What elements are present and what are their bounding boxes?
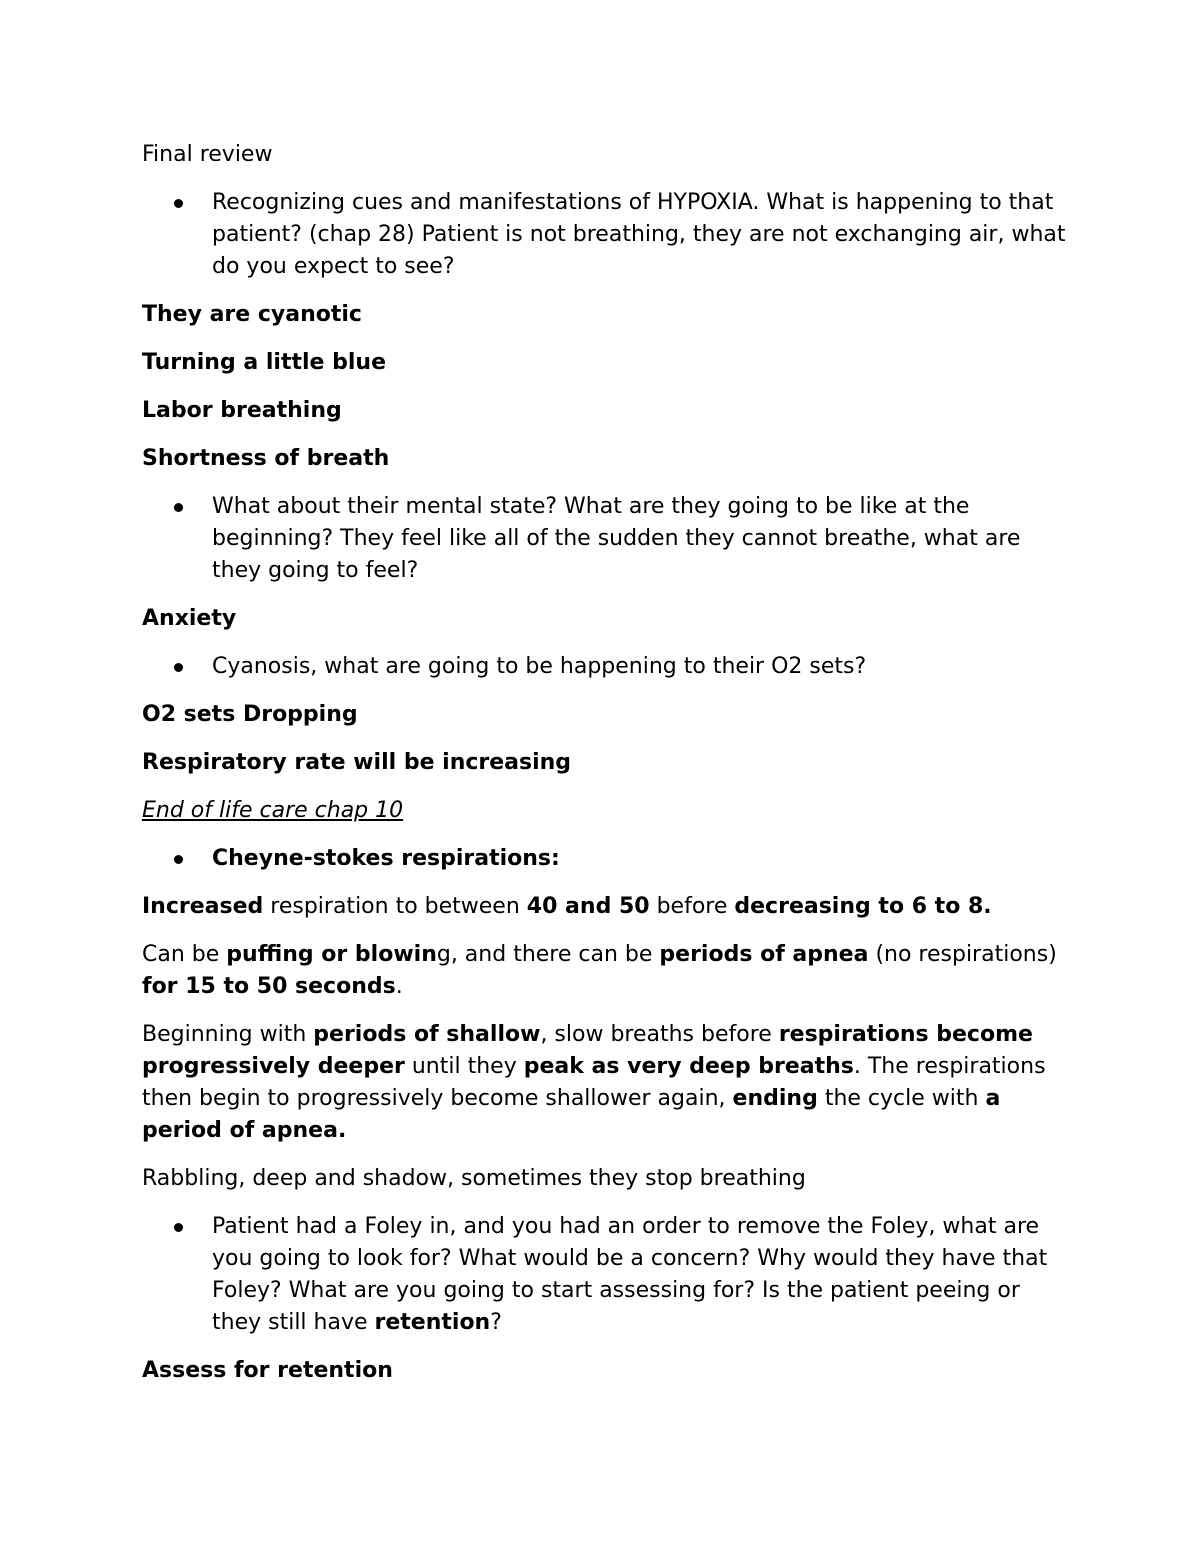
answer-cyanotic: They are cyanotic xyxy=(142,302,362,327)
answer-assess-retention: Assess for retention xyxy=(142,1358,393,1383)
bullet-text: Recognizing cues and manifestations of HYPOXIA. What is happening to that patient? (chap 28) Patient is not breathing, they are not exchanging air, what do you expect to see? xyxy=(212,190,1066,279)
bullet-item-foley xyxy=(142,1211,1067,1339)
bullet-list-hypoxia xyxy=(142,187,1067,283)
bullet-text: What about their mental state? What are they going to be like at the beginning? They feel like all of the sudden they cannot breathe, what are they going to feel? xyxy=(212,494,1021,583)
paragraph-increased: Increased respiration to between 40 and 50 before decreasing to 6 to 8. xyxy=(142,894,992,919)
bullet-item-cyanosis xyxy=(142,651,1067,683)
answer-o2-dropping: O2 sets Dropping xyxy=(142,702,358,727)
bullet-list-cheyne-stokes xyxy=(142,843,1067,875)
answer-respiratory-rate: Respiratory rate will be increasing xyxy=(142,750,572,775)
section-heading: End of life care chap 10 xyxy=(142,798,404,823)
answer-blue: Turning a little blue xyxy=(142,350,386,375)
document-title: Final review xyxy=(142,142,273,167)
answer-shortness-of-breath: Shortness of breath xyxy=(142,446,390,471)
paragraph-puffing: Can be puffing or blowing, and there can be periods of apnea (no respirations) for 15 to 50 seconds. xyxy=(142,942,1057,999)
paragraph-rabbling: Rabbling, deep and shadow, sometimes they stop breathing xyxy=(142,1166,806,1191)
bullet-item-hypoxia xyxy=(142,187,1067,283)
document-page xyxy=(142,139,1067,1403)
bullet-list-mental-state xyxy=(142,491,1067,587)
bullet-text: Cheyne-stokes respirations: xyxy=(212,846,560,871)
bullet-text: Patient had a Foley in, and you had an order to remove the Foley, what are you going to look for? What would be a concern? Why would they have that Foley? What are you going to start assessing for? Is the patient peeing or they still have retention? xyxy=(212,1214,1048,1335)
paragraph-beginning: Beginning with periods of shallow, slow breaths before respirations become progressively deeper until they peak as very deep breaths. The respirations then begin to progressively become shallower again, ending the cycle with a period of apnea. xyxy=(142,1022,1046,1143)
bullet-list-foley xyxy=(142,1211,1067,1339)
bullet-dot-icon xyxy=(174,503,183,512)
answer-labor-breathing: Labor breathing xyxy=(142,398,342,423)
bullet-item-cheyne-stokes xyxy=(142,843,1067,875)
bullet-dot-icon xyxy=(174,199,183,208)
answer-anxiety: Anxiety xyxy=(142,606,237,631)
bullet-text: Cyanosis, what are going to be happening to their O2 sets? xyxy=(212,654,867,679)
bullet-dot-icon xyxy=(174,663,183,672)
bullet-item-mental-state xyxy=(142,491,1067,587)
bullet-list-cyanosis xyxy=(142,651,1067,683)
bullet-dot-icon xyxy=(174,1223,183,1232)
bullet-dot-icon xyxy=(174,855,183,864)
